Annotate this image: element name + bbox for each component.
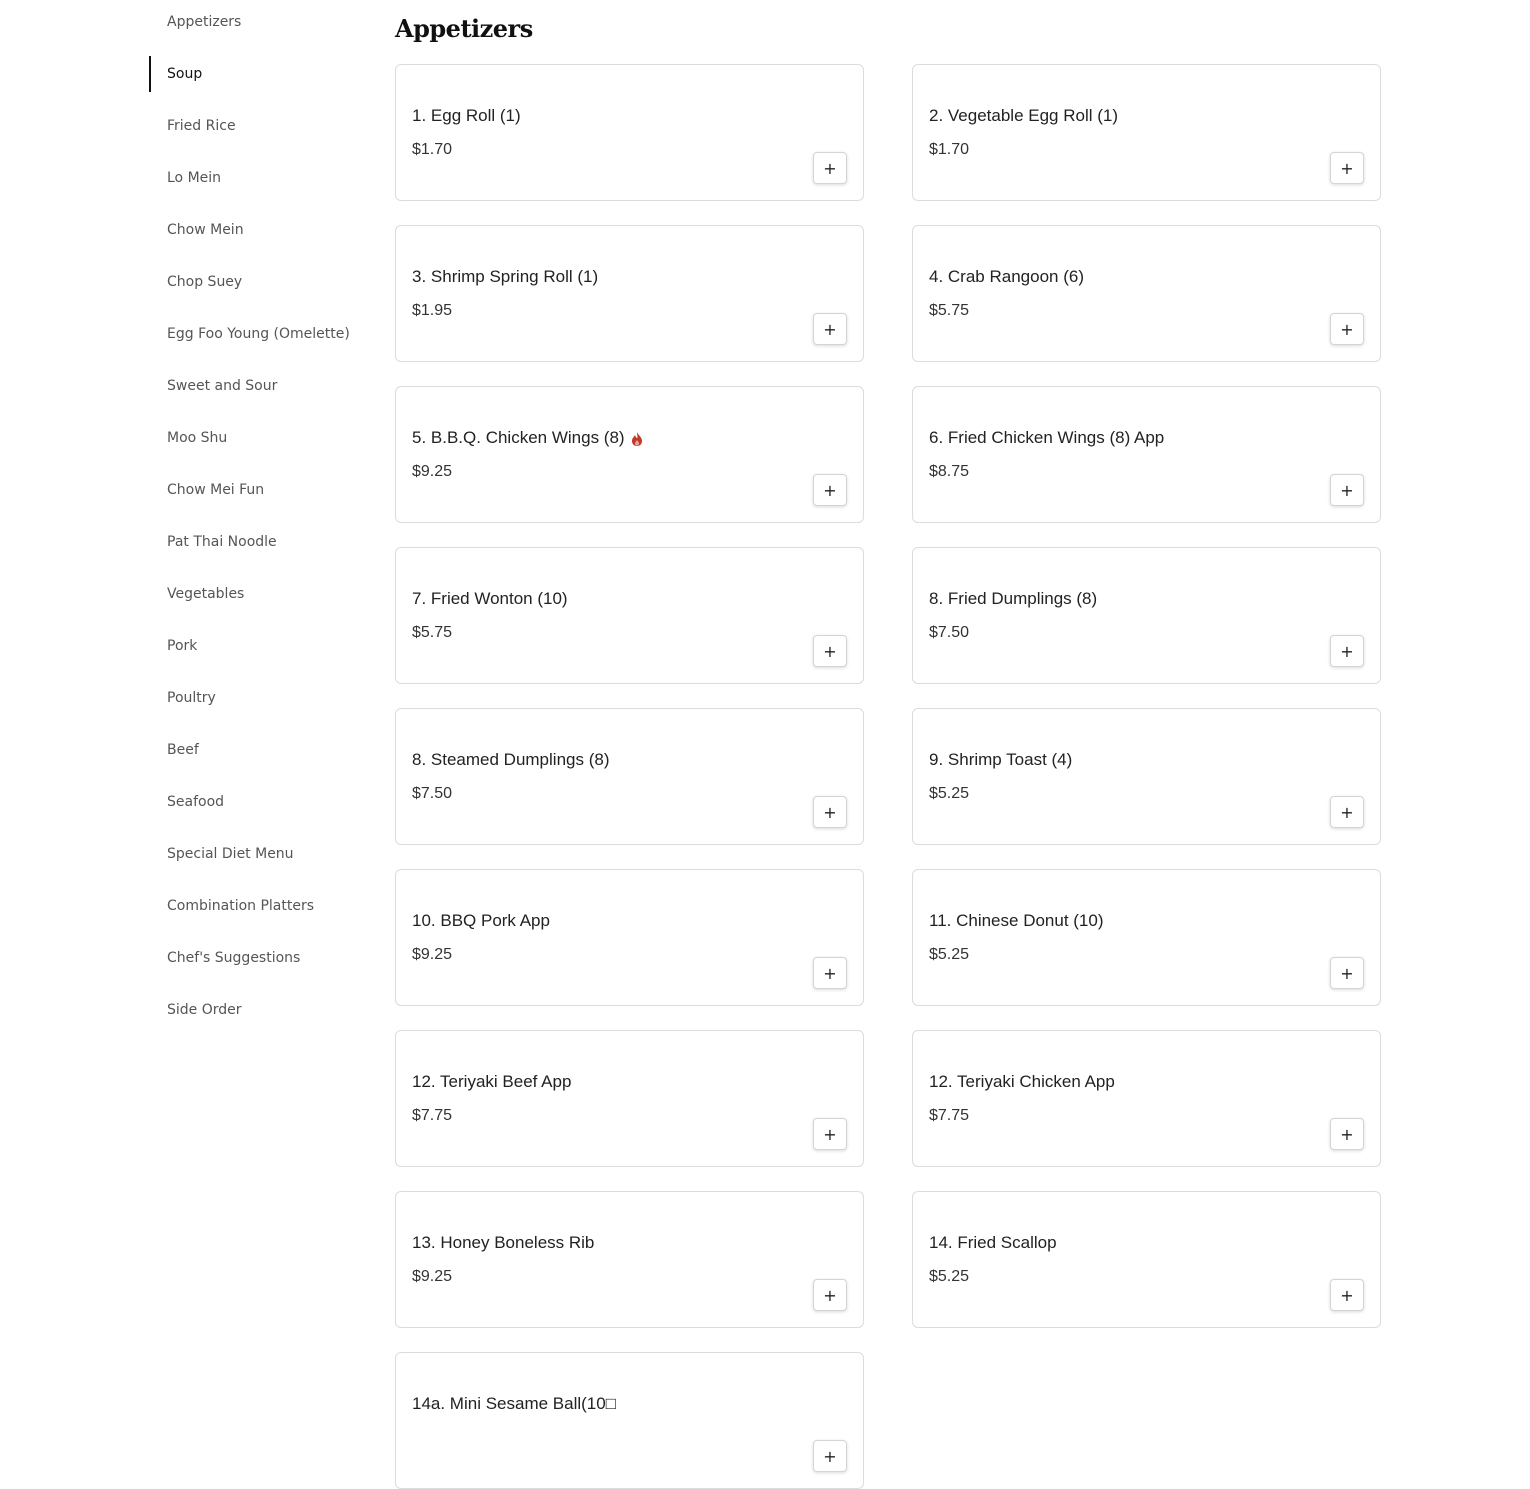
menu-item-price: $1.70 — [412, 141, 453, 158]
menu-item-card[interactable] — [395, 1191, 864, 1328]
menu-item-price: $9.25 — [412, 463, 453, 480]
menu-item-card[interactable] — [395, 64, 864, 201]
menu-item-name — [929, 911, 1104, 931]
menu-item-name-text: 5. B.B.Q. Chicken Wings (8) — [412, 428, 625, 447]
menu-item-name-text: 3. Shrimp Spring Roll (1) — [412, 267, 599, 286]
sidebar-item-chow-mei-fun[interactable]: Chow Mei Fun — [167, 482, 265, 498]
menu-item-name-text: 14a. Mini Sesame Ball(10□ — [412, 1394, 616, 1413]
menu-item-card[interactable] — [395, 386, 864, 523]
menu-item-card[interactable] — [395, 708, 864, 845]
menu-item-card[interactable] — [395, 547, 864, 684]
sidebar-item-poultry[interactable]: Poultry — [167, 690, 216, 706]
menu-item-price: $9.25 — [412, 1268, 453, 1285]
menu-item-name-text: 6. Fried Chicken Wings (8) App — [929, 428, 1165, 447]
menu-item-card[interactable] — [912, 547, 1381, 684]
menu-item-name — [412, 911, 550, 931]
add-to-cart-button[interactable]: + — [813, 474, 847, 506]
menu-item-name — [929, 1072, 1115, 1092]
add-to-cart-button[interactable]: + — [813, 152, 847, 184]
menu-item-name-text: 7. Fried Wonton (10) — [412, 589, 568, 608]
add-to-cart-button[interactable]: + — [813, 313, 847, 345]
sidebar-item-appetizers[interactable]: Appetizers — [167, 14, 242, 30]
sidebar-item-sweet-and-sour[interactable]: Sweet and Sour — [167, 378, 278, 394]
menu-item-name — [929, 750, 1072, 770]
sidebar-item-pork[interactable]: Pork — [167, 638, 198, 654]
add-to-cart-button[interactable]: + — [1330, 1279, 1364, 1311]
menu-item-name — [412, 589, 568, 609]
menu-item-name-text: 12. Teriyaki Beef App — [412, 1072, 572, 1091]
menu-item-name-text: 4. Crab Rangoon (6) — [929, 267, 1084, 286]
menu-item-card[interactable] — [912, 869, 1381, 1006]
menu-item-card[interactable] — [395, 225, 864, 362]
add-to-cart-button[interactable]: + — [813, 1440, 847, 1472]
menu-item-price: $7.75 — [412, 1107, 453, 1124]
sidebar-item-chow-mein[interactable]: Chow Mein — [167, 222, 244, 238]
add-to-cart-button[interactable]: + — [1330, 313, 1364, 345]
menu-item-name-text: 8. Steamed Dumplings (8) — [412, 750, 610, 769]
menu-item-name-text: 1. Egg Roll (1) — [412, 106, 521, 125]
menu-item-price: $8.75 — [929, 463, 970, 480]
add-to-cart-button[interactable]: + — [1330, 152, 1364, 184]
menu-item-card[interactable] — [912, 386, 1381, 523]
menu-item-name — [929, 106, 1118, 126]
menu-item-price: $9.25 — [412, 946, 453, 963]
sidebar-item-fried-rice[interactable]: Fried Rice — [167, 118, 236, 134]
add-to-cart-button[interactable]: + — [813, 957, 847, 989]
add-to-cart-button[interactable]: + — [1330, 1118, 1364, 1150]
add-to-cart-button[interactable]: + — [1330, 635, 1364, 667]
menu-item-name — [412, 1394, 616, 1414]
menu-item-price: $5.25 — [929, 785, 970, 802]
sidebar-item-beef[interactable]: Beef — [167, 742, 199, 758]
menu-main — [395, 0, 1381, 1489]
menu-item-price: $7.50 — [412, 785, 453, 802]
menu-item-name-text: 9. Shrimp Toast (4) — [929, 750, 1073, 769]
sidebar-item-seafood[interactable]: Seafood — [167, 794, 225, 810]
section-title: Appetizers — [395, 14, 533, 43]
add-to-cart-button[interactable]: + — [813, 635, 847, 667]
menu-item-card[interactable] — [912, 1191, 1381, 1328]
category-sidebar — [149, 0, 369, 1044]
menu-item-name — [929, 1233, 1057, 1253]
add-to-cart-button[interactable]: + — [813, 1279, 847, 1311]
sidebar-item-soup[interactable]: Soup — [149, 56, 369, 92]
sidebar-item-vegetables[interactable]: Vegetables — [167, 586, 245, 602]
menu-item-name-text: 2. Vegetable Egg Roll (1) — [929, 106, 1119, 125]
spicy-flame-icon — [631, 431, 643, 445]
menu-item-name — [412, 428, 643, 448]
sidebar-item-lo-mein[interactable]: Lo Mein — [167, 170, 222, 186]
menu-item-name-text: 10. BBQ Pork App — [412, 911, 550, 930]
add-to-cart-button[interactable]: + — [1330, 957, 1364, 989]
menu-item-price: $5.25 — [929, 1268, 970, 1285]
menu-item-price: $5.75 — [412, 624, 453, 641]
menu-item-card[interactable] — [395, 1352, 864, 1489]
menu-item-price: $1.95 — [412, 302, 453, 319]
sidebar-item-special-diet-menu[interactable]: Special Diet Menu — [167, 846, 294, 862]
menu-item-name — [929, 267, 1084, 287]
add-to-cart-button[interactable]: + — [813, 1118, 847, 1150]
menu-item-price: $7.75 — [929, 1107, 970, 1124]
menu-item-name-text: 11. Chinese Donut (10) — [929, 911, 1104, 930]
menu-item-name-text: 14. Fried Scallop — [929, 1233, 1057, 1252]
menu-item-name-text: 12. Teriyaki Chicken App — [929, 1072, 1115, 1091]
sidebar-item-pat-thai-noodle[interactable]: Pat Thai Noodle — [167, 534, 277, 550]
menu-item-name — [412, 1072, 571, 1092]
menu-item-name — [412, 267, 598, 287]
sidebar-item-combination-platters[interactable]: Combination Platters — [167, 898, 315, 914]
menu-item-card[interactable] — [912, 64, 1381, 201]
menu-item-name-text: 8. Fried Dumplings (8) — [929, 589, 1098, 608]
menu-item-name — [929, 589, 1097, 609]
menu-item-card[interactable] — [912, 1030, 1381, 1167]
add-to-cart-button[interactable]: + — [813, 796, 847, 828]
add-to-cart-button[interactable]: + — [1330, 796, 1364, 828]
add-to-cart-button[interactable]: + — [1330, 474, 1364, 506]
sidebar-item-chop-suey[interactable]: Chop Suey — [167, 274, 243, 290]
menu-item-card[interactable] — [912, 225, 1381, 362]
menu-item-name — [929, 428, 1164, 448]
menu-item-name — [412, 106, 521, 126]
menu-item-card[interactable] — [912, 708, 1381, 845]
sidebar-item-side-order[interactable]: Side Order — [167, 1002, 242, 1018]
menu-item-grid — [395, 64, 1381, 1489]
sidebar-item-egg-foo-young-omelette[interactable]: Egg Foo Young (Omelette) — [167, 326, 350, 342]
sidebar-item-chef-s-suggestions[interactable]: Chef's Suggestions — [167, 950, 301, 966]
sidebar-item-moo-shu[interactable]: Moo Shu — [167, 430, 228, 446]
menu-item-price: $7.50 — [929, 624, 970, 641]
menu-item-name — [412, 750, 609, 770]
menu-item-card[interactable] — [395, 1030, 864, 1167]
menu-item-name — [412, 1233, 594, 1253]
menu-item-name-text: 13. Honey Boneless Rib — [412, 1233, 595, 1252]
menu-item-price: $5.75 — [929, 302, 970, 319]
menu-item-price: $5.25 — [929, 946, 970, 963]
menu-item-card[interactable] — [395, 869, 864, 1006]
menu-item-price: $1.70 — [929, 141, 970, 158]
